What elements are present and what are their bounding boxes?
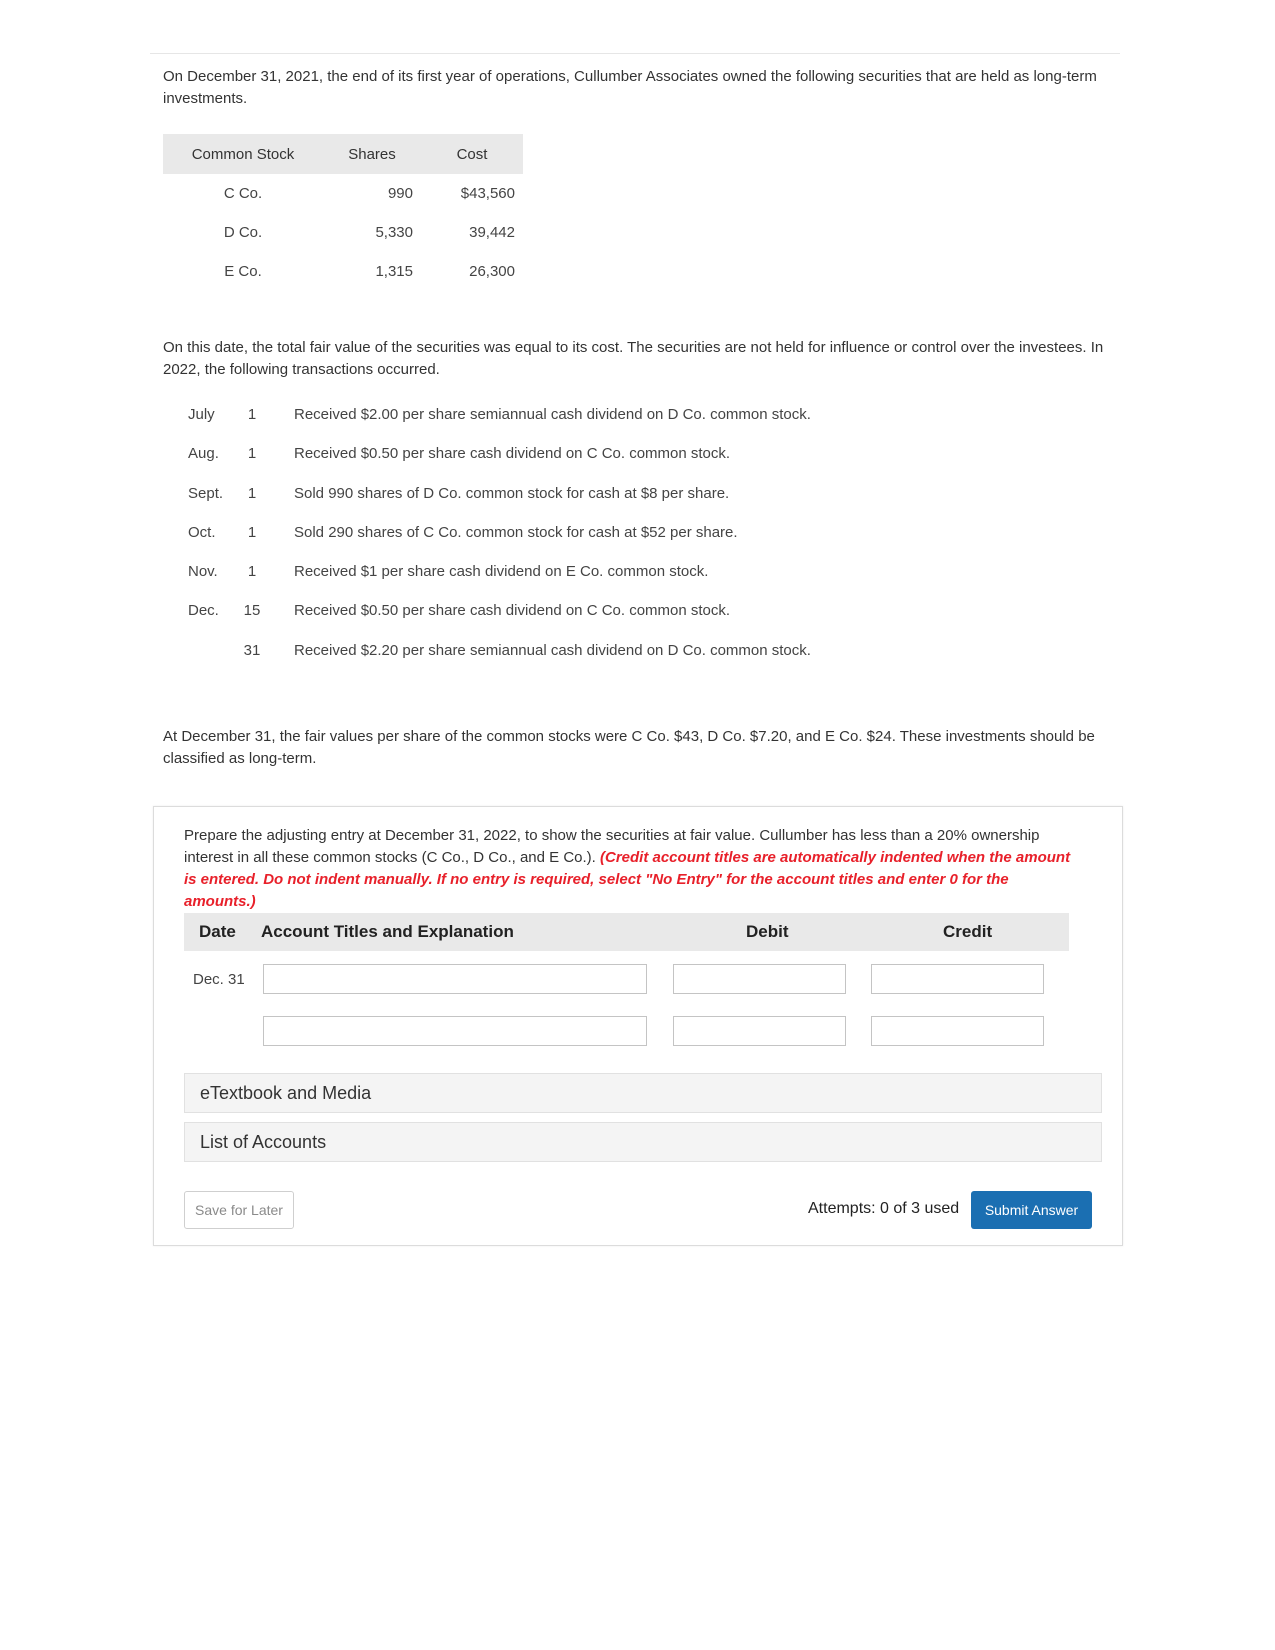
year-end-fair-values-text: At December 31, the fair values per share of the common stocks were C Co. $43, D Co. $7.20, and E Co. $24. These investments should be classified as long-term.	[163, 728, 1095, 767]
tx-day: 1	[247, 445, 257, 463]
intro-text: On December 31, 2021, the end of its first year of operations, Cullumber Associates owned the following securities that are held as long-term investments.	[163, 68, 1097, 107]
tx-description: Received $2.00 per share semiannual cash dividend on D Co. common stock.	[294, 406, 811, 423]
debit-input[interactable]	[673, 964, 846, 994]
credit-input[interactable]	[871, 1016, 1044, 1046]
stock-shares: 990	[387, 185, 413, 202]
top-divider	[150, 53, 1120, 54]
tx-month: Aug.	[188, 445, 219, 463]
tx-month: July	[188, 406, 215, 423]
table-row	[163, 213, 523, 252]
tx-description: Received $0.50 per share cash dividend on C Co. common stock.	[294, 445, 731, 463]
col-common-stock: Common Stock	[163, 134, 323, 174]
col-cost: Cost	[421, 134, 523, 174]
header-account: Account Titles and Explanation	[261, 922, 514, 941]
tx-day: 1	[247, 406, 257, 423]
header-debit: Debit	[746, 922, 789, 941]
stock-name: C Co.	[223, 185, 263, 202]
table-row	[163, 174, 523, 213]
prompt-text: Prepare the adjusting entry at December 31, 2022, to show the securities at fair value. Cullumber has less than a 20% ownership interest in all these common stocks (C Co., D Co., and E Co.).	[184, 827, 1040, 866]
etextbook-media-link[interactable]	[184, 1073, 1102, 1113]
question-prompt	[184, 825, 1084, 913]
tx-description: Received $0.50 per share cash dividend on C Co. common stock.	[294, 602, 731, 620]
table-row	[163, 252, 523, 291]
stock-shares: 5,330	[375, 224, 413, 241]
tx-description: Received $1 per share cash dividend on E Co. common stock.	[294, 563, 709, 581]
header-date: Date	[199, 922, 236, 941]
col-shares: Shares	[323, 134, 421, 174]
tx-month: Nov.	[188, 563, 218, 581]
tx-day: 1	[247, 484, 257, 502]
save-for-later-button[interactable]: Save for Later	[184, 1191, 294, 1229]
securities-header-row	[163, 134, 523, 174]
account-title-input[interactable]	[263, 1016, 647, 1046]
instruction-text: (Credit account titles are automatically indented when the amount is entered. Do not indent manually. If no entry is required, select "No Entry" for the account titles and enter 0 for the amounts.)	[184, 849, 1071, 910]
fair-value-text: On this date, the total fair value of the securities was equal to its cost. The securities are not held for influence or control over the investees. In 2022, the following transactions occurred.	[163, 339, 1104, 378]
accounts-label: List of Accounts	[200, 1132, 327, 1152]
tx-month: Sept.	[188, 484, 224, 502]
account-title-input[interactable]	[263, 964, 647, 994]
tx-description: Sold 290 shares of C Co. common stock for cash at $52 per share.	[294, 523, 738, 541]
entry-date: Dec. 31	[193, 971, 245, 988]
stock-shares: 1,315	[375, 263, 413, 280]
stock-cost: 39,442	[469, 224, 515, 241]
credit-input[interactable]	[871, 964, 1044, 994]
header-credit: Credit	[943, 922, 993, 941]
stock-name: E Co.	[224, 263, 262, 280]
tx-month: Dec.	[188, 602, 219, 620]
stock-cost: $43,560	[460, 185, 515, 202]
tx-day: 31	[243, 641, 261, 659]
stock-name: D Co.	[223, 224, 263, 241]
tx-day: 1	[247, 563, 257, 581]
tx-description: Received $2.20 per share semiannual cash dividend on D Co. common stock.	[294, 641, 811, 659]
tx-month: Oct.	[188, 523, 216, 541]
journal-entry-header	[184, 913, 1069, 951]
attempts-counter: Attempts: 0 of 3 used	[808, 1200, 960, 1217]
etextbook-label: eTextbook and Media	[200, 1083, 372, 1103]
tx-day: 1	[247, 523, 257, 541]
stock-cost: 26,300	[469, 263, 515, 280]
tx-description: Sold 990 shares of D Co. common stock for cash at $8 per share.	[294, 484, 730, 502]
submit-answer-button[interactable]: Submit Answer	[971, 1191, 1092, 1229]
tx-day: 15	[243, 602, 261, 620]
debit-input[interactable]	[673, 1016, 846, 1046]
question-panel	[153, 806, 1123, 1246]
securities-table	[163, 134, 523, 291]
list-of-accounts-link[interactable]	[184, 1122, 1102, 1162]
